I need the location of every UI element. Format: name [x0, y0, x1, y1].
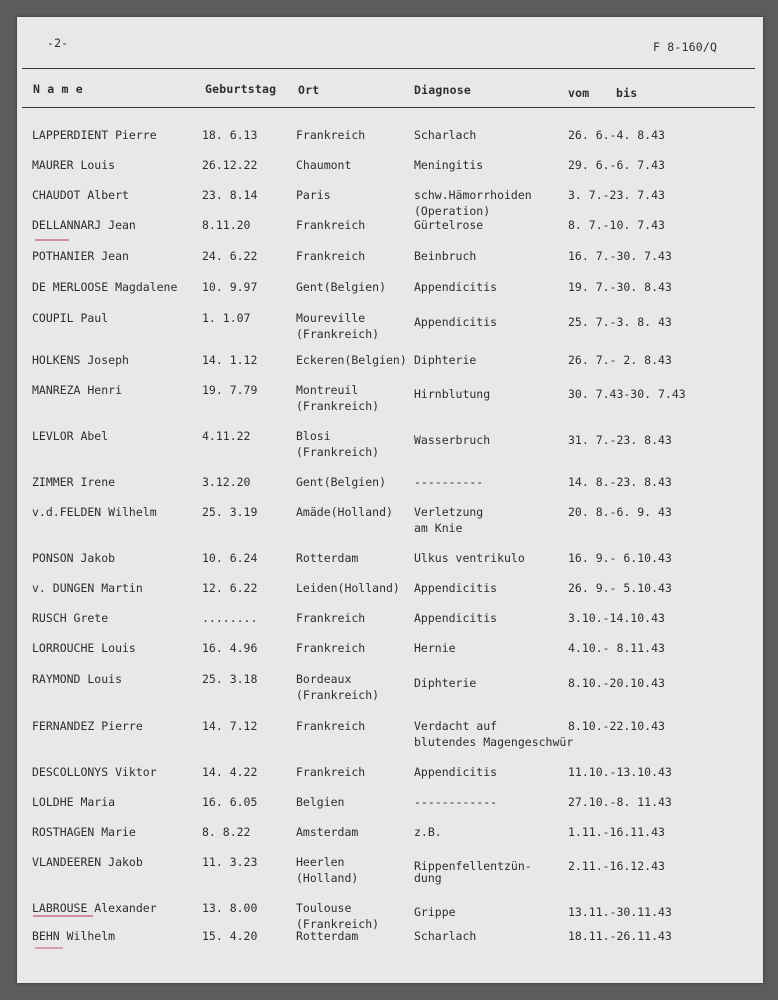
- place: Frankreich: [296, 128, 366, 142]
- top-rule: [22, 68, 755, 69]
- diagnosis: Appendicitis: [414, 765, 498, 779]
- diagnosis: schw.Hämorrhoiden: [414, 188, 532, 202]
- birth-date: 8.11.20: [202, 218, 251, 232]
- place: Eckeren(Belgien): [296, 353, 407, 367]
- place: Paris: [296, 188, 331, 202]
- treatment-dates: 20. 8.-6. 9. 43: [568, 505, 672, 519]
- header-from: vom: [568, 86, 590, 100]
- header-diagnosis: Diagnose: [414, 83, 471, 97]
- birth-date: 15. 4.20: [202, 929, 258, 943]
- patient-name: COUPIL Paul: [32, 311, 109, 325]
- treatment-dates: 30. 7.43-30. 7.43: [568, 387, 686, 401]
- treatment-dates: 2.11.-16.12.43: [568, 859, 665, 873]
- patient-name: ZIMMER Irene: [32, 475, 116, 489]
- place: Amäde(Holland): [296, 505, 393, 519]
- place: Gent(Belgien): [296, 280, 387, 294]
- birth-date: 10. 6.24: [202, 551, 258, 565]
- diagnosis-line2: dung: [414, 871, 442, 885]
- patient-name: VLANDEEREN Jakob: [32, 855, 143, 869]
- document-page: [17, 17, 763, 983]
- diagnosis: Hirnblutung: [414, 387, 491, 401]
- diagnosis: Diphterie: [414, 353, 477, 367]
- place: Amsterdam: [296, 825, 359, 839]
- treatment-dates: 31. 7.-23. 8.43: [568, 433, 672, 447]
- diagnosis: Hernie: [414, 641, 456, 655]
- header-to: bis: [616, 86, 638, 100]
- birth-date: 24. 6.22: [202, 249, 258, 263]
- pink-mark: [33, 915, 93, 917]
- treatment-dates: 16. 9.- 6.10.43: [568, 551, 672, 565]
- birth-date: 3.12.20: [202, 475, 251, 489]
- place: Rotterdam: [296, 929, 359, 943]
- place: Heerlen: [296, 855, 345, 869]
- birth-date: 12. 6.22: [202, 581, 258, 595]
- patient-name: RAYMOND Louis: [32, 672, 123, 686]
- birth-date: 25. 3.18: [202, 672, 258, 686]
- header-place: Ort: [298, 83, 320, 97]
- treatment-dates: 11.10.-13.10.43: [568, 765, 672, 779]
- birth-date: 16. 4.96: [202, 641, 258, 655]
- patient-name: HOLKENS Joseph: [32, 353, 129, 367]
- treatment-dates: 1.11.-16.11.43: [568, 825, 665, 839]
- treatment-dates: 19. 7.-30. 8.43: [568, 280, 672, 294]
- birth-date: 14. 1.12: [202, 353, 258, 367]
- diagnosis: Ulkus ventrikulo: [414, 551, 525, 565]
- patient-name: CHAUDOT Albert: [32, 188, 129, 202]
- place: Frankreich: [296, 611, 366, 625]
- diagnosis: Wasserbruch: [414, 433, 491, 447]
- birth-date: 19. 7.79: [202, 383, 258, 397]
- diagnosis: Verletzung: [414, 505, 484, 519]
- place: Frankreich: [296, 249, 366, 263]
- birth-date: 11. 3.23: [202, 855, 258, 869]
- birth-date: 23. 8.14: [202, 188, 258, 202]
- treatment-dates: 18.11.-26.11.43: [568, 929, 672, 943]
- place: Blosi: [296, 429, 331, 443]
- treatment-dates: 3. 7.-23. 7.43: [568, 188, 665, 202]
- birth-date: ........: [202, 611, 258, 625]
- diagnosis-line2: (Operation): [414, 204, 491, 218]
- pink-mark: [35, 947, 63, 949]
- patient-name: v. DUNGEN Martin: [32, 581, 143, 595]
- place: Frankreich: [296, 641, 366, 655]
- treatment-dates: 29. 6.-6. 7.43: [568, 158, 665, 172]
- birth-date: 13. 8.00: [202, 901, 258, 915]
- place: Montreuil: [296, 383, 359, 397]
- patient-name: ROSTHAGEN Marie: [32, 825, 136, 839]
- birth-date: 10. 9.97: [202, 280, 258, 294]
- patient-name: LOLDHE Maria: [32, 795, 116, 809]
- place: Chaumont: [296, 158, 352, 172]
- patient-name: BEHN Wilhelm: [32, 929, 116, 943]
- patient-name: RUSCH Grete: [32, 611, 109, 625]
- place-line2: (Frankreich): [296, 445, 380, 459]
- diagnosis: Scharlach: [414, 929, 477, 943]
- treatment-dates: 25. 7.-3. 8. 43: [568, 315, 672, 329]
- birth-date: 14. 7.12: [202, 719, 258, 733]
- place: Bordeaux: [296, 672, 352, 686]
- treatment-dates: 8. 7.-10. 7.43: [568, 218, 665, 232]
- treatment-dates: 13.11.-30.11.43: [568, 905, 672, 919]
- patient-name: FERNANDEZ Pierre: [32, 719, 143, 733]
- place-line2: (Frankreich): [296, 917, 380, 931]
- diagnosis: Rippenfellentzün-: [414, 859, 532, 873]
- diagnosis: Appendicitis: [414, 581, 498, 595]
- treatment-dates: 16. 7.-30. 7.43: [568, 249, 672, 263]
- birth-date: 25. 3.19: [202, 505, 258, 519]
- treatment-dates: 26. 6.-4. 8.43: [568, 128, 665, 142]
- patient-name: POTHANIER Jean: [32, 249, 129, 263]
- diagnosis: Scharlach: [414, 128, 477, 142]
- place: Frankreich: [296, 765, 366, 779]
- diagnosis: ------------: [414, 795, 498, 809]
- header-birthdate: Geburtstag: [205, 82, 277, 96]
- treatment-dates: 27.10.-8. 11.43: [568, 795, 672, 809]
- birth-date: 16. 6.05: [202, 795, 258, 809]
- patient-name: LABROUSE Alexander: [32, 901, 157, 915]
- diagnosis: Appendicitis: [414, 280, 498, 294]
- diagnosis: Beinbruch: [414, 249, 477, 263]
- diagnosis-line2: am Knie: [414, 521, 463, 535]
- patient-name: LEVLOR Abel: [32, 429, 109, 443]
- treatment-dates: 14. 8.-23. 8.43: [568, 475, 672, 489]
- birth-date: 26.12.22: [202, 158, 258, 172]
- place-line2: (Frankreich): [296, 399, 380, 413]
- birth-date: 4.11.22: [202, 429, 251, 443]
- place-line2: (Frankreich): [296, 688, 380, 702]
- diagnosis: Diphterie: [414, 676, 477, 690]
- birth-date: 18. 6.13: [202, 128, 258, 142]
- patient-name: LORROUCHE Louis: [32, 641, 136, 655]
- place: Moureville: [296, 311, 366, 325]
- place: Frankreich: [296, 719, 366, 733]
- patient-name: DE MERLOOSE Magdalene: [32, 280, 178, 294]
- pink-mark: [35, 239, 69, 241]
- treatment-dates: 26. 7.- 2. 8.43: [568, 353, 672, 367]
- treatment-dates: 4.10.- 8.11.43: [568, 641, 665, 655]
- header-rule: [22, 107, 755, 108]
- place: Leiden(Holland): [296, 581, 400, 595]
- treatment-dates: 8.10.-20.10.43: [568, 676, 665, 690]
- patient-name: DELLANNARJ Jean: [32, 218, 136, 232]
- patient-name: PONSON Jakob: [32, 551, 116, 565]
- place: Toulouse: [296, 901, 352, 915]
- patient-name: MANREZA Henri: [32, 383, 123, 397]
- treatment-dates: 8.10.-22.10.43: [568, 719, 665, 733]
- birth-date: 8. 8.22: [202, 825, 251, 839]
- place: Gent(Belgien): [296, 475, 387, 489]
- patient-name: v.d.FELDEN Wilhelm: [32, 505, 157, 519]
- diagnosis: z.B.: [414, 825, 442, 839]
- patient-name: DESCOLLONYS Viktor: [32, 765, 157, 779]
- header-name: N a m e: [33, 82, 83, 96]
- place-line2: (Frankreich): [296, 327, 380, 341]
- place-line2: (Holland): [296, 871, 359, 885]
- diagnosis-line2: blutendes Magengeschwür: [414, 735, 574, 749]
- treatment-dates: 26. 9.- 5.10.43: [568, 581, 672, 595]
- diagnosis: Grippe: [414, 905, 456, 919]
- page-number: -2-: [47, 36, 69, 50]
- diagnosis: Gürtelrose: [414, 218, 484, 232]
- diagnosis: Appendicitis: [414, 611, 498, 625]
- patient-name: LAPPERDIENT Pierre: [32, 128, 157, 142]
- diagnosis: ----------: [414, 475, 484, 489]
- birth-date: 14. 4.22: [202, 765, 258, 779]
- diagnosis: Appendicitis: [414, 315, 498, 329]
- place: Belgien: [296, 795, 345, 809]
- diagnosis: Verdacht auf: [414, 719, 498, 733]
- place: Rotterdam: [296, 551, 359, 565]
- reference-number: F 8-160/Q: [653, 40, 718, 54]
- diagnosis: Meningitis: [414, 158, 484, 172]
- patient-name: MAURER Louis: [32, 158, 116, 172]
- place: Frankreich: [296, 218, 366, 232]
- birth-date: 1. 1.07: [202, 311, 251, 325]
- treatment-dates: 3.10.-14.10.43: [568, 611, 665, 625]
